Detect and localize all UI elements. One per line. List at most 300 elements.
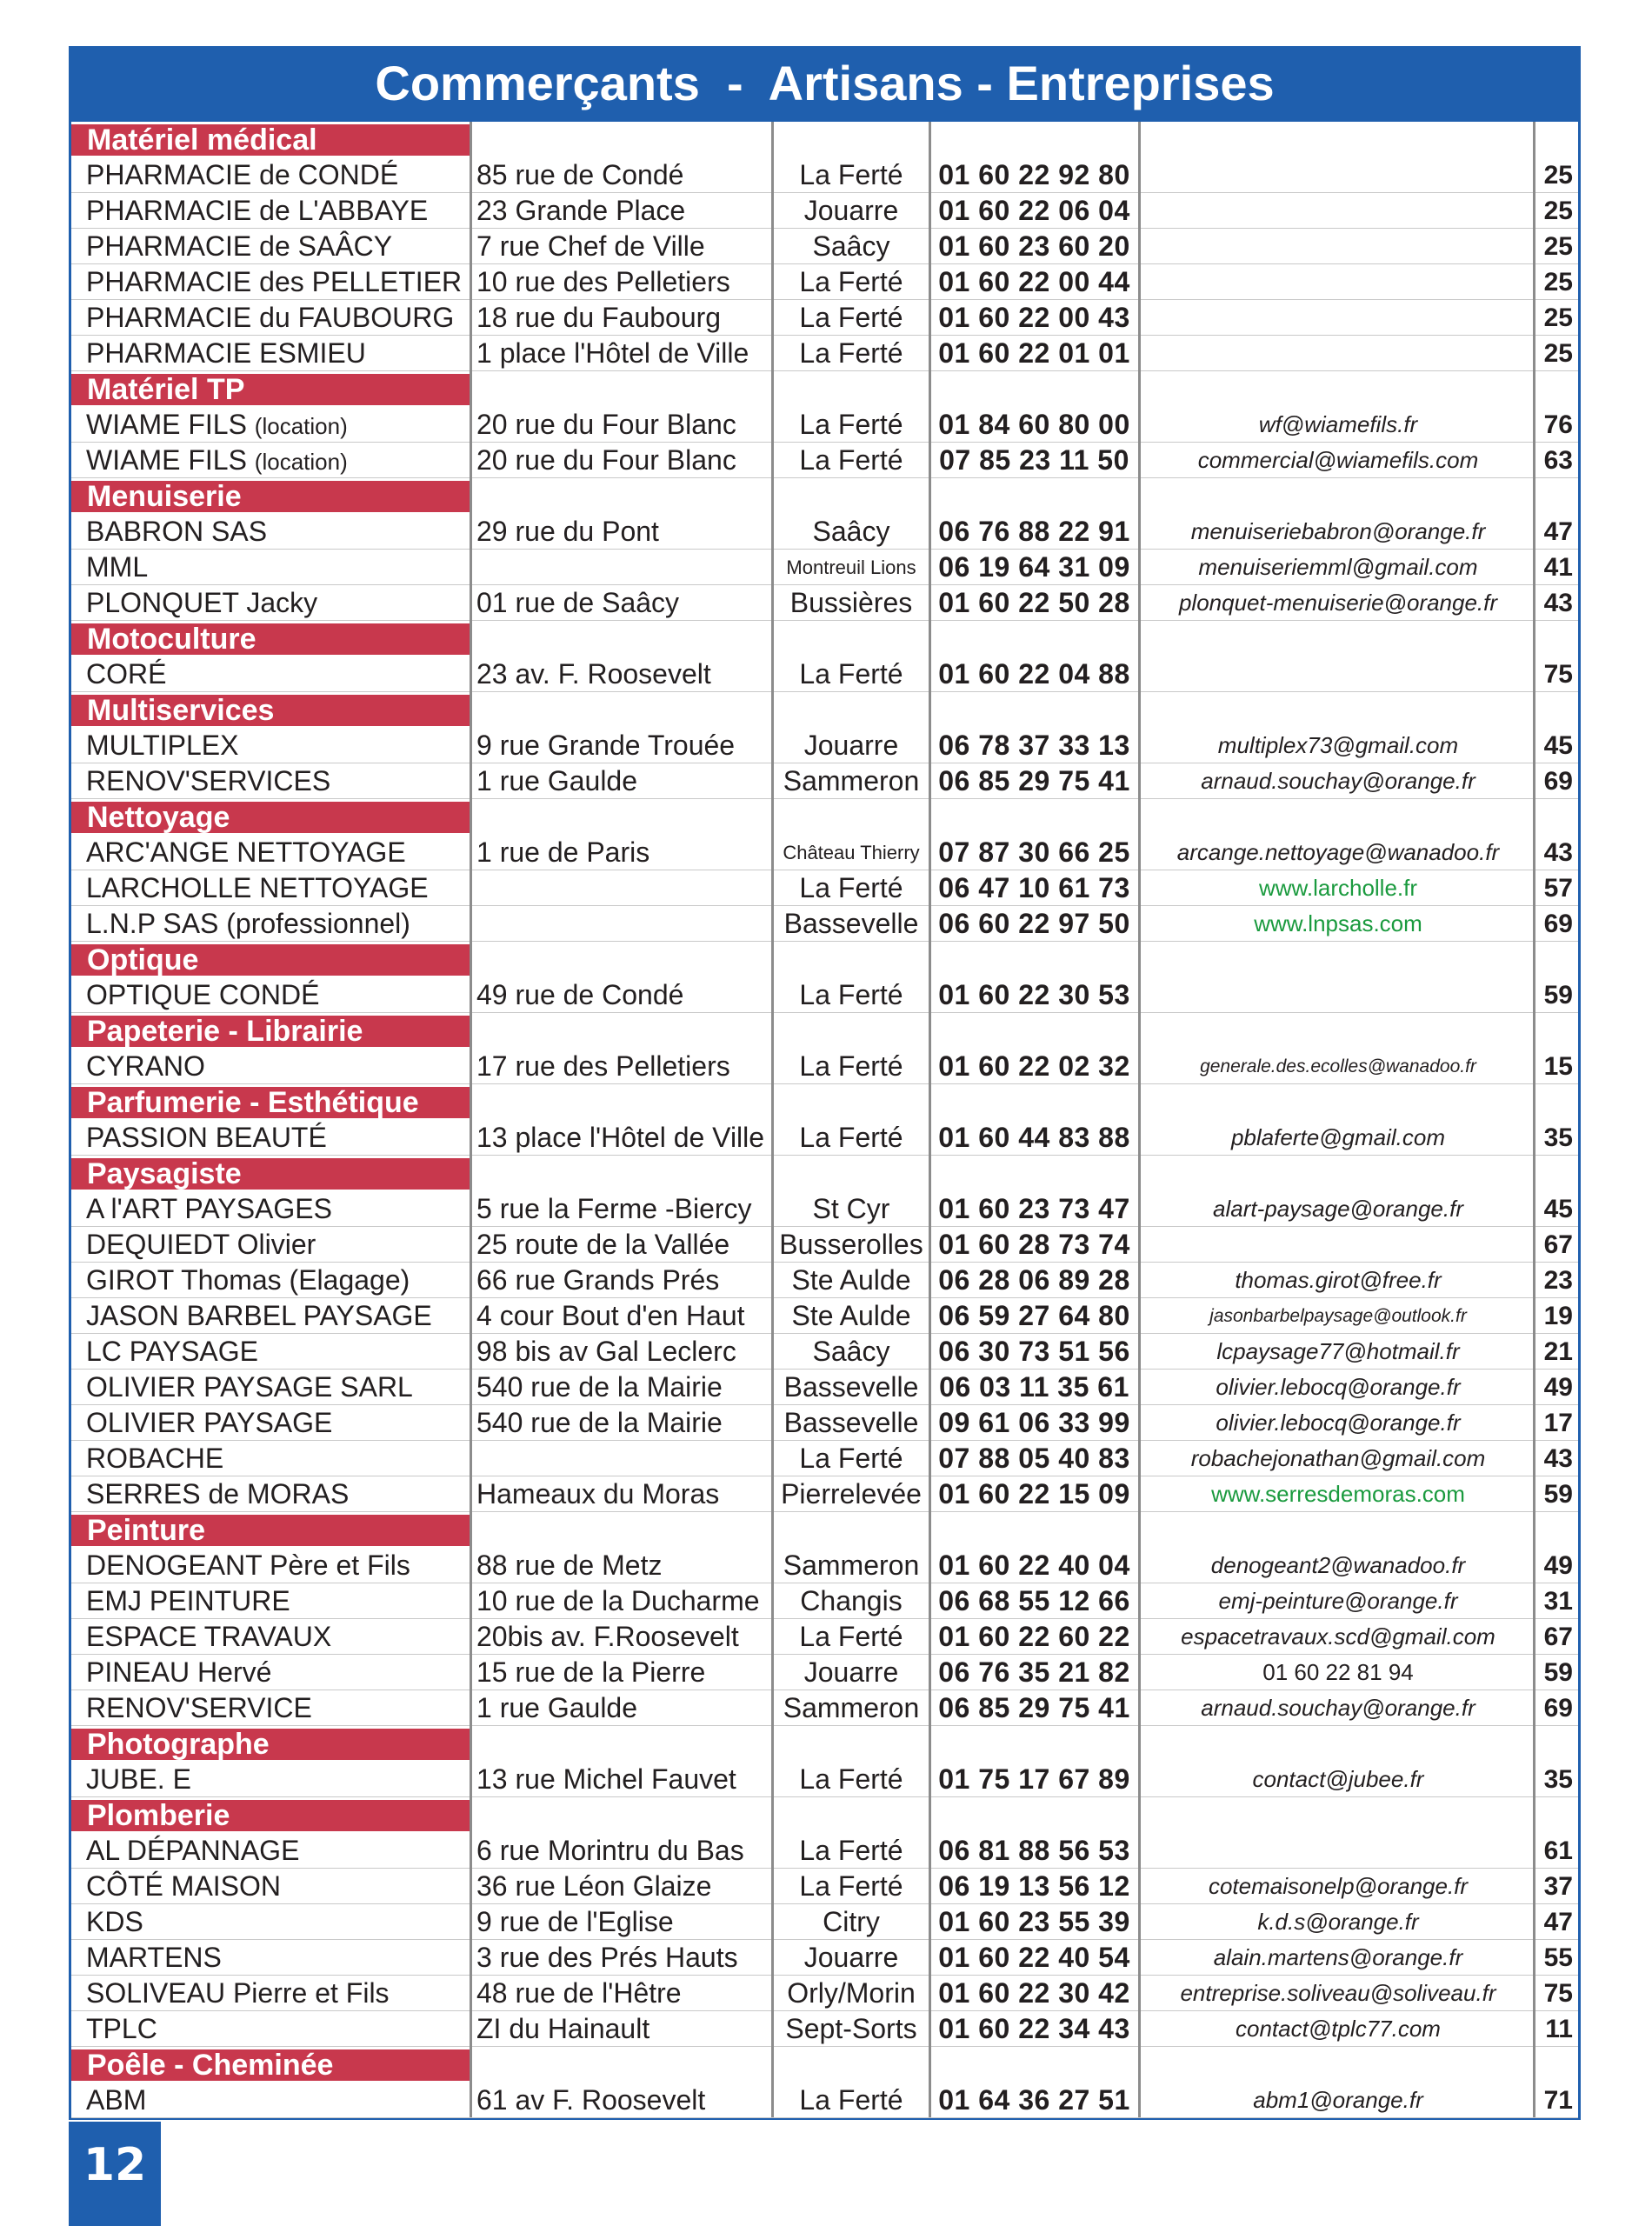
table-row	[71, 763, 1578, 799]
table-row	[71, 977, 1578, 1013]
phone-number: 06 28 06 89 28	[938, 1264, 1130, 1296]
business-name-text: CYRANO	[86, 1050, 205, 1082]
page-reference: 55	[1543, 1943, 1573, 1972]
city: Jouarre	[803, 1656, 899, 1688]
table-row	[71, 264, 1578, 300]
table-row	[71, 1120, 1578, 1156]
city: Pierrelevée	[781, 1478, 922, 1510]
business-name-text: ABM	[86, 2084, 147, 2116]
table-row	[71, 229, 1578, 264]
category-row	[71, 1512, 1578, 1548]
address	[476, 870, 772, 906]
city: Saâcy	[812, 516, 890, 547]
phone-number: 01 60 22 30 42	[938, 1977, 1130, 2009]
website-link: www.serresdemoras.com	[1211, 1481, 1465, 1507]
category-heading: Parfumerie - Esthétique	[71, 1087, 470, 1118]
address: 5 rue la Ferme -Biercy	[476, 1193, 752, 1224]
address: 1 rue Gaulde	[476, 765, 638, 796]
business-name-text: WIAME FILS	[86, 409, 247, 440]
phone-number: 01 60 22 92 80	[938, 159, 1130, 190]
city: La Ferté	[799, 1050, 903, 1082]
city: La Ferté	[799, 1835, 903, 1866]
table-row	[71, 1370, 1578, 1405]
business-name-text: AL DÉPANNAGE	[86, 1835, 300, 1866]
city: Château Thierry	[783, 842, 920, 863]
table-row	[71, 1298, 1578, 1334]
phone-number: 06 85 29 75 41	[938, 765, 1130, 796]
city: Citry	[823, 1906, 880, 1937]
category-heading: Peinture	[71, 1515, 470, 1546]
email-contact: emj-peinture@orange.fr	[1218, 1588, 1458, 1614]
address: 23 Grande Place	[476, 195, 686, 226]
city: St Cyr	[812, 1193, 890, 1224]
address: 15 rue de la Pierre	[476, 1656, 706, 1688]
address: 48 rue de l'Hêtre	[476, 1977, 682, 2009]
city: La Ferté	[799, 1621, 903, 1652]
address: 9 rue de l'Eglise	[476, 1906, 674, 1937]
email-contact: jasonbarbelpaysage@outlook.fr	[1209, 1306, 1467, 1326]
category-row	[71, 1013, 1578, 1049]
city: Ste Aulde	[791, 1264, 911, 1296]
address: 85 rue de Condé	[476, 159, 684, 190]
table-row	[71, 1191, 1578, 1227]
table-row	[71, 1476, 1578, 1512]
business-name-text: CÔTÉ MAISON	[86, 1870, 282, 1902]
page-reference: 17	[1543, 1409, 1573, 1437]
category-row	[71, 799, 1578, 835]
email-contact: contact@tplc77.com	[1236, 2016, 1441, 2042]
table-row	[71, 1762, 1578, 1797]
page-reference: 57	[1543, 874, 1573, 903]
business-name-text: PLONQUET Jacky	[86, 587, 318, 618]
business-name-text: GIROT Thomas (Elagage)	[86, 1264, 410, 1296]
address	[476, 906, 772, 942]
phone-number: 01 60 22 40 04	[938, 1550, 1130, 1581]
page-reference: 47	[1543, 517, 1573, 546]
phone-number: 06 19 64 31 09	[938, 551, 1130, 583]
address: 66 rue Grands Prés	[476, 1264, 720, 1296]
email-contact	[1145, 336, 1531, 371]
business-name-text: TPLC	[86, 2013, 157, 2044]
category-row	[71, 2047, 1578, 2083]
business-name-text: JASON BARBEL PAYSAGE	[86, 1300, 432, 1331]
category-row	[71, 478, 1578, 514]
address: 7 rue Chef de Ville	[476, 230, 705, 262]
phone-number: 01 60 22 00 43	[938, 302, 1130, 333]
table-row	[71, 300, 1578, 336]
email-contact: plonquet-menuiserie@orange.fr	[1178, 590, 1498, 616]
business-name-text: ESPACE TRAVAUX	[86, 1621, 332, 1652]
address: 01 rue de Saâcy	[476, 587, 680, 618]
page-reference: 35	[1543, 1123, 1573, 1152]
page-reference: 45	[1543, 1195, 1573, 1223]
city: Saâcy	[812, 230, 890, 262]
page-reference: 59	[1543, 981, 1573, 1010]
email-contact: arcange.nettoyage@wanadoo.fr	[1176, 839, 1500, 865]
table-row	[71, 1227, 1578, 1263]
category-row	[71, 371, 1578, 407]
page-reference: 61	[1543, 1836, 1573, 1865]
phone-number: 06 59 27 64 80	[938, 1300, 1130, 1331]
business-name-text: CORÉ	[86, 658, 167, 690]
city: La Ferté	[799, 979, 903, 1010]
phone-number: 01 60 22 00 44	[938, 266, 1130, 297]
address: 13 rue Michel Fauvet	[476, 1763, 736, 1795]
column-divider	[929, 122, 931, 2117]
category-heading: Paysagiste	[71, 1158, 470, 1190]
phone-number: 06 68 55 12 66	[938, 1585, 1130, 1616]
table-row	[71, 1405, 1578, 1441]
business-name-text: RENOV'SERVICE	[86, 1692, 312, 1723]
city: Bassevelle	[783, 1407, 919, 1438]
city: La Ferté	[799, 1763, 903, 1795]
table-row	[71, 336, 1578, 371]
email-contact: arnaud.souchay@orange.fr	[1201, 768, 1475, 794]
page-reference: 41	[1543, 553, 1573, 582]
category-row	[71, 1084, 1578, 1120]
category-row	[71, 942, 1578, 977]
address: 49 rue de Condé	[476, 979, 684, 1010]
city: Montreuil Lions	[786, 556, 916, 578]
city: Jouarre	[803, 1942, 899, 1973]
category-heading: Poêle - Cheminée	[71, 2049, 470, 2081]
business-name-text: PASSION BEAUTÉ	[86, 1122, 327, 1153]
table-row	[71, 1976, 1578, 2011]
category-heading: Motoculture	[71, 623, 470, 655]
business-name-text: ARC'ANGE NETTOYAGE	[86, 836, 406, 868]
phone-number: 01 64 36 27 51	[938, 2084, 1130, 2116]
email-contact: contact@jubee.fr	[1252, 1766, 1424, 1792]
table-row	[71, 1049, 1578, 1084]
page-reference: 25	[1543, 303, 1573, 332]
phone-number: 01 60 28 73 74	[938, 1229, 1130, 1260]
city: Sammeron	[783, 1692, 920, 1723]
address: 25 route de la Vallée	[476, 1229, 730, 1260]
table-row	[71, 1904, 1578, 1940]
business-name-text: EMJ PEINTURE	[86, 1585, 290, 1616]
page-number: 12	[69, 2122, 161, 2226]
category-heading: Nettoyage	[71, 802, 470, 833]
page-reference: 59	[1543, 1658, 1573, 1687]
city: La Ferté	[799, 1443, 903, 1474]
business-name-text: RENOV'SERVICES	[86, 765, 331, 796]
business-name-text: PINEAU Hervé	[86, 1656, 272, 1688]
business-name-text: SERRES de MORAS	[86, 1478, 350, 1510]
address: 540 rue de la Mairie	[476, 1407, 723, 1438]
table-row	[71, 1940, 1578, 1976]
city: La Ferté	[799, 1122, 903, 1153]
phone-number: 01 75 17 67 89	[938, 1763, 1130, 1795]
email-contact: espacetravaux.scd@gmail.com	[1181, 1623, 1495, 1650]
page-reference: 49	[1543, 1373, 1573, 1402]
email-contact: robachejonathan@gmail.com	[1190, 1445, 1486, 1471]
address: 61 av F. Roosevelt	[476, 2084, 706, 2116]
table-row	[71, 1655, 1578, 1690]
phone-number: 01 60 22 04 88	[938, 658, 1130, 690]
address: 1 place l'Hôtel de Ville	[476, 337, 749, 369]
address: 1 rue de Paris	[476, 836, 650, 868]
page-reference: 43	[1543, 1444, 1573, 1473]
business-name-text: PHARMACIE de CONDÉ	[86, 159, 399, 190]
city: Orly/Morin	[787, 1977, 916, 2009]
page-reference: 25	[1543, 268, 1573, 297]
business-name-text: MULTIPLEX	[86, 730, 239, 761]
city: La Ferté	[799, 444, 903, 476]
address: 13 place l'Hôtel de Ville	[476, 1122, 765, 1153]
city: La Ferté	[799, 159, 903, 190]
email-contact	[1145, 1227, 1531, 1263]
page-reference: 43	[1543, 838, 1573, 867]
phone-number: 01 60 22 34 43	[938, 2013, 1130, 2044]
page-reference: 75	[1543, 660, 1573, 689]
column-divider	[771, 122, 774, 2117]
business-name-text: L.N.P SAS (professionnel)	[86, 908, 410, 939]
page-reference: 76	[1543, 410, 1573, 439]
page-reference: 71	[1543, 2086, 1573, 2115]
city: La Ferté	[799, 337, 903, 369]
business-name-text: BABRON SAS	[86, 516, 268, 547]
page-reference: 19	[1543, 1302, 1573, 1330]
address: 17 rue des Pelletiers	[476, 1050, 730, 1082]
page-title: Commerçants - Artisans - Entreprises	[71, 49, 1578, 122]
phone-number: 06 81 88 56 53	[938, 1835, 1130, 1866]
city: Jouarre	[803, 195, 899, 226]
category-heading: Papeterie - Librairie	[71, 1016, 470, 1047]
category-row	[71, 1156, 1578, 1191]
phone-number: 06 76 88 22 91	[938, 516, 1130, 547]
business-name-text: JUBE. E	[86, 1763, 191, 1795]
table-row	[71, 870, 1578, 906]
category-row	[71, 692, 1578, 728]
email-contact: denogeant2@wanadoo.fr	[1210, 1552, 1466, 1578]
email-contact: 01 60 22 81 94	[1262, 1659, 1414, 1685]
address: 4 cour Bout d'en Haut	[476, 1300, 745, 1331]
email-contact: lcpaysage77@hotmail.fr	[1216, 1338, 1460, 1364]
email-contact: menuiseriebabron@orange.fr	[1190, 518, 1486, 544]
address: 20 rue du Four Blanc	[476, 409, 736, 440]
table-row	[71, 835, 1578, 870]
phone-number: 01 60 22 02 32	[938, 1050, 1130, 1082]
email-contact	[1145, 229, 1531, 264]
page-reference: 67	[1543, 1230, 1573, 1259]
email-contact	[1145, 1833, 1531, 1869]
category-heading: Multiservices	[71, 695, 470, 726]
phone-number: 06 85 29 75 41	[938, 1692, 1130, 1723]
city: Sept-Sorts	[785, 2013, 917, 2044]
business-name-note: (location)	[254, 413, 348, 439]
page-reference: 43	[1543, 589, 1573, 617]
phone-number: 07 88 05 40 83	[938, 1443, 1130, 1474]
email-contact: abm1@orange.fr	[1253, 2087, 1423, 2113]
email-contact	[1145, 977, 1531, 1013]
page-reference: 31	[1543, 1587, 1573, 1616]
address: 9 rue Grande Trouée	[476, 730, 736, 761]
business-name-text: LARCHOLLE NETTOYAGE	[86, 872, 429, 903]
business-name-text: MML	[86, 551, 149, 583]
business-name-text: OPTIQUE CONDÉ	[86, 979, 320, 1010]
page-reference: 35	[1543, 1765, 1573, 1794]
phone-number: 01 60 22 06 04	[938, 195, 1130, 226]
address: 18 rue du Faubourg	[476, 302, 722, 333]
category-heading: Matériel TP	[71, 374, 470, 405]
business-name-text: PHARMACIE du FAUBOURG	[86, 302, 455, 333]
phone-number: 06 78 37 33 13	[938, 730, 1130, 761]
page-reference: 45	[1543, 731, 1573, 760]
phone-number: 06 19 13 56 12	[938, 1870, 1130, 1902]
address	[476, 1441, 772, 1476]
city: Saâcy	[812, 1336, 890, 1367]
page-reference: 25	[1543, 339, 1573, 368]
category-row	[71, 621, 1578, 656]
email-contact: entreprise.soliveau@soliveau.fr	[1180, 1980, 1496, 2006]
city: La Ferté	[799, 1870, 903, 1902]
business-name-text: PHARMACIE des PELLETIER	[86, 266, 463, 297]
category-heading: Optique	[71, 944, 470, 976]
table-row	[71, 1548, 1578, 1583]
table-row	[71, 193, 1578, 229]
directory-frame	[69, 46, 1581, 2120]
email-contact: arnaud.souchay@orange.fr	[1201, 1695, 1475, 1721]
email-contact: cotemaisonelp@orange.fr	[1208, 1873, 1469, 1899]
table-row	[71, 550, 1578, 585]
table-row	[71, 157, 1578, 193]
page-reference: 25	[1543, 197, 1573, 225]
address: 36 rue Léon Glaize	[476, 1870, 712, 1902]
email-contact	[1145, 157, 1531, 193]
address: 29 rue du Pont	[476, 516, 659, 547]
city: Sammeron	[783, 765, 920, 796]
business-name-text: A l'ART PAYSAGES	[86, 1193, 332, 1224]
business-name-text: ROBACHE	[86, 1443, 224, 1474]
email-contact: generale.des.ecolles@wanadoo.fr	[1200, 1056, 1476, 1076]
phone-number: 01 84 60 80 00	[938, 409, 1130, 440]
category-row	[71, 122, 1578, 157]
city: Bassevelle	[783, 908, 919, 939]
address: 20bis av. F.Roosevelt	[476, 1621, 739, 1652]
email-contact	[1145, 193, 1531, 229]
address: 6 rue Morintru du Bas	[476, 1835, 744, 1866]
city: La Ferté	[799, 409, 903, 440]
category-heading: Menuiserie	[71, 481, 470, 512]
city: La Ferté	[799, 2084, 903, 2116]
email-contact	[1145, 300, 1531, 336]
page-reference: 25	[1543, 161, 1573, 190]
table-row	[71, 2011, 1578, 2047]
page-reference: 47	[1543, 1908, 1573, 1936]
category-heading: Photographe	[71, 1729, 470, 1760]
email-contact: menuiseriemml@gmail.com	[1198, 554, 1478, 580]
address: Hameaux du Moras	[476, 1478, 720, 1510]
phone-number: 01 60 23 73 47	[938, 1193, 1130, 1224]
address: 3 rue des Prés Hauts	[476, 1942, 738, 1973]
city: La Ferté	[799, 302, 903, 333]
address: 20 rue du Four Blanc	[476, 444, 736, 476]
phone-number: 06 03 11 35 61	[939, 1371, 1129, 1403]
business-name-text: PHARMACIE de SAÂCY	[86, 230, 393, 262]
page-reference: 21	[1543, 1337, 1573, 1366]
email-contact: olivier.lebocq@orange.fr	[1216, 1410, 1461, 1436]
phone-number: 01 60 22 01 01	[938, 337, 1130, 369]
address: 98 bis av Gal Leclerc	[476, 1336, 736, 1367]
column-divider	[1138, 122, 1141, 2117]
table-row	[71, 728, 1578, 763]
city: La Ferté	[799, 658, 903, 690]
email-contact: commercial@wiamefils.com	[1197, 447, 1479, 473]
email-contact: thomas.girot@free.fr	[1235, 1267, 1442, 1293]
business-name-text: OLIVIER PAYSAGE SARL	[86, 1371, 413, 1403]
phone-number: 01 60 22 40 54	[938, 1942, 1130, 1973]
city: Jouarre	[803, 730, 899, 761]
address: 1 rue Gaulde	[476, 1692, 638, 1723]
business-name-text: WIAME FILS	[86, 444, 247, 476]
city: Busserolles	[779, 1229, 923, 1260]
table-row	[71, 407, 1578, 443]
email-contact: multiplex73@gmail.com	[1217, 732, 1459, 758]
row-rule	[71, 2117, 1578, 2118]
page-reference: 25	[1543, 232, 1573, 261]
city: Sammeron	[783, 1550, 920, 1581]
website-link: www.lnpsas.com	[1254, 910, 1422, 936]
business-name-text: KDS	[86, 1906, 143, 1937]
page-reference: 69	[1543, 910, 1573, 938]
phone-number: 01 60 23 55 39	[938, 1906, 1130, 1937]
city: Ste Aulde	[791, 1300, 911, 1331]
table-row	[71, 2083, 1578, 2118]
page-reference: 67	[1543, 1623, 1573, 1651]
city: Bussières	[789, 587, 913, 618]
business-name-text: DEQUIEDT Olivier	[86, 1229, 316, 1260]
email-contact: alart-paysage@orange.fr	[1213, 1196, 1463, 1222]
address: 23 av. F. Roosevelt	[476, 658, 711, 690]
table-row	[71, 443, 1578, 478]
table-row	[71, 1690, 1578, 1726]
category-row	[71, 1797, 1578, 1833]
table-row	[71, 656, 1578, 692]
table-row	[71, 1833, 1578, 1869]
column-divider	[1533, 122, 1535, 2117]
table-row	[71, 1334, 1578, 1370]
business-name-text: PHARMACIE ESMIEU	[86, 337, 366, 369]
email-contact: pblaferte@gmail.com	[1230, 1124, 1446, 1150]
business-name-text: LC PAYSAGE	[86, 1336, 258, 1367]
phone-number: 01 60 22 60 22	[938, 1621, 1130, 1652]
table-row	[71, 1583, 1578, 1619]
table-row	[71, 1869, 1578, 1904]
page-reference: 11	[1545, 2015, 1573, 2043]
phone-number: 01 60 44 83 88	[938, 1122, 1130, 1153]
table-row	[71, 1263, 1578, 1298]
phone-number: 06 30 73 51 56	[938, 1336, 1130, 1367]
city: Changis	[800, 1585, 903, 1616]
phone-number: 01 60 23 60 20	[938, 230, 1130, 262]
table-row	[71, 906, 1578, 942]
address: 88 rue de Metz	[476, 1550, 663, 1581]
phone-number: 01 60 22 15 09	[938, 1478, 1130, 1510]
page-reference: 69	[1543, 1694, 1573, 1723]
phone-number: 06 47 10 61 73	[938, 872, 1130, 903]
table-row	[71, 514, 1578, 550]
business-name-text: OLIVIER PAYSAGE	[86, 1407, 333, 1438]
phone-number: 01 60 22 30 53	[938, 979, 1130, 1010]
phone-number: 07 87 30 66 25	[938, 836, 1130, 868]
address: 10 rue de la Ducharme	[476, 1585, 760, 1616]
column-divider	[470, 122, 472, 2117]
page-reference: 23	[1543, 1266, 1573, 1295]
email-contact: olivier.lebocq@orange.fr	[1216, 1374, 1461, 1400]
business-name-text: DENOGEANT Père et Fils	[86, 1550, 410, 1581]
email-contact	[1145, 656, 1531, 692]
email-contact: alain.martens@orange.fr	[1213, 1944, 1463, 1970]
